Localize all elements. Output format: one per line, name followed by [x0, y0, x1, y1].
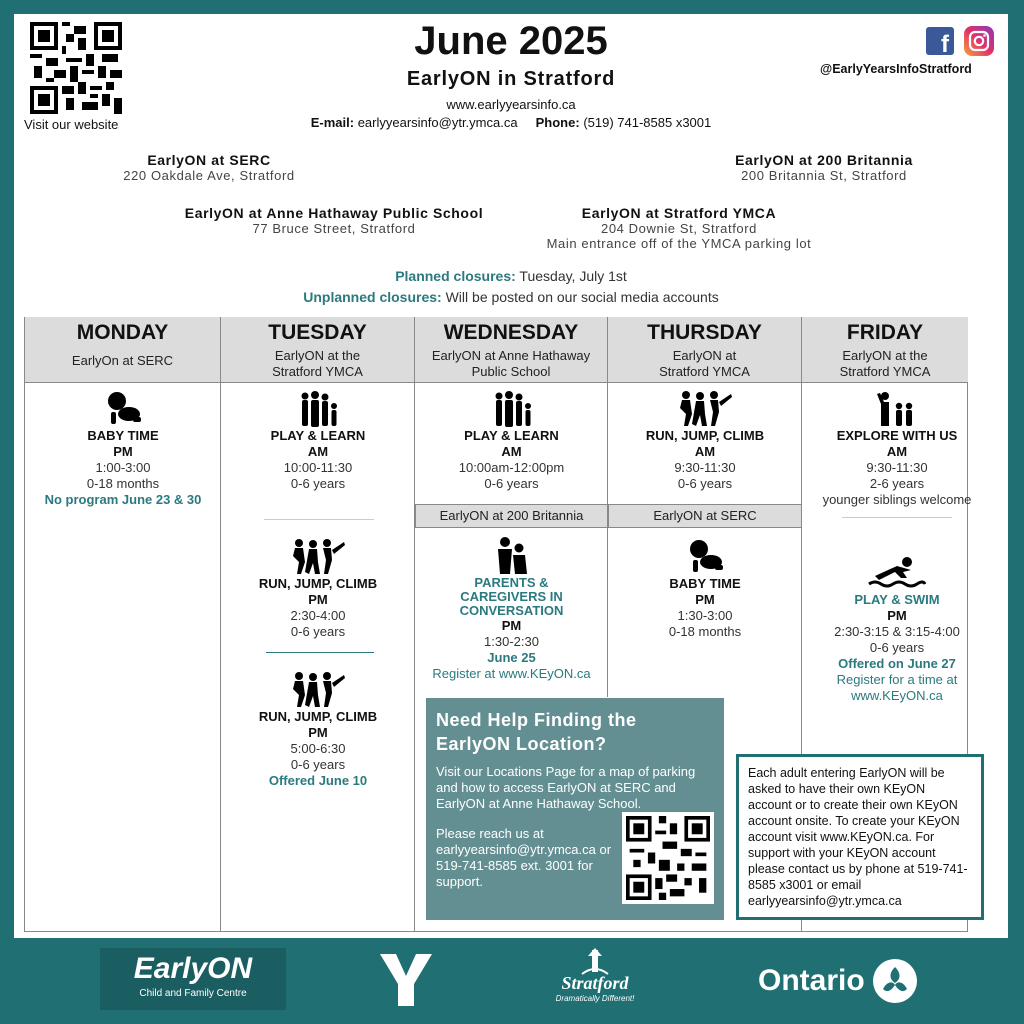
unplanned-closures: [164, 289, 858, 305]
program-time: 1:30-3:00: [677, 608, 733, 623]
social-handle[interactable]: @EarlyYearsInfoStratford: [820, 62, 972, 76]
program-age: 0-18 months: [668, 624, 742, 639]
earlyon-logo: [100, 948, 286, 1010]
planned-label: Planned closures:: [395, 268, 516, 284]
program-note: No program June 23 & 30: [44, 492, 202, 507]
ontario-logo: [758, 958, 917, 1004]
location-name: EarlyON at Anne Hathaway Public School: [184, 205, 484, 221]
stratford-logo: [540, 946, 650, 1012]
program-period: PM: [695, 592, 715, 607]
day-header-wednesday: [415, 317, 608, 383]
unplanned-text: Will be posted on our social media accounts: [445, 289, 719, 305]
program-friday-play-swim: [802, 554, 992, 704]
program-age: 0-6 years: [290, 757, 346, 772]
program-time: 10:00-11:30: [283, 460, 353, 475]
family-icon: [221, 390, 415, 428]
location-address-note: Main entrance off of the YMCA parking lot: [546, 236, 812, 251]
email-label: E-mail:: [310, 115, 355, 130]
program-time: 10:00am-12:00pm: [458, 460, 565, 475]
baby-crawling-icon: [25, 390, 221, 428]
contact-line: [264, 115, 758, 130]
program-tuesday-run-jump-climb: [221, 538, 415, 640]
location-address: 220 Oakdale Ave, Stratford: [123, 168, 295, 183]
day-header-thursday: [608, 317, 802, 383]
schedule-page: [14, 14, 1008, 938]
planned-closures: [224, 268, 798, 284]
page-title: June 2025: [414, 19, 608, 63]
stratford-logo-text: Stratford: [561, 973, 629, 993]
program-time: 2:30-4:00: [290, 608, 346, 623]
program-monday-baby-time: [25, 390, 221, 508]
day-name: FRIDAY: [846, 321, 924, 344]
divider: [266, 652, 374, 653]
planned-text: Tuesday, July 1st: [519, 268, 627, 284]
unplanned-label: Unplanned closures:: [303, 289, 442, 305]
baby-crawling-icon: [608, 538, 802, 576]
earlyon-tagline: Child and Family Centre: [139, 988, 247, 999]
day-header-tuesday: [221, 317, 415, 383]
keyon-account-note: Each adult entering EarlyON will be asked to have their own KEyON account or to create their own KEyON account onsite. To create your KEyON account visit www.KEyON.ca. For support with your KEyON account please contact us by phone at 519-741-8585 x3001 or email earlyyearsinfo@ytr.ymca.ca: [736, 754, 984, 920]
day-header-friday: [802, 317, 968, 383]
divider: [842, 517, 952, 518]
phone-label: Phone:: [535, 115, 580, 130]
qr-caption: Visit our website: [24, 117, 119, 132]
help-contact: Please reach us at earlyyearsinfo@ytr.ymca.ca or 519-741-8585 ext. 3001 for support.: [436, 826, 612, 889]
help-heading: Need Help Finding the EarlyON Location?: [436, 710, 637, 754]
program-age: 2-6 years: [869, 476, 925, 491]
stratford-tagline: Dramatically Different!: [555, 994, 635, 1003]
program-title: BABY TIME: [87, 428, 159, 443]
location-anne-hathaway: [154, 205, 514, 236]
website-link[interactable]: www.earlyyearsinfo.ca: [446, 97, 576, 112]
program-age: 0-18 months: [86, 476, 160, 491]
program-friday-explore: [802, 390, 992, 508]
stratford-tower-icon: [580, 946, 610, 976]
day-location: EarlyON at the Stratford YMCA: [272, 348, 363, 379]
program-age: 0-6 years: [677, 476, 733, 491]
program-tuesday-play-learn: [221, 390, 415, 492]
program-period: PM: [308, 592, 328, 607]
program-period: AM: [694, 444, 716, 459]
location-britannia: [694, 152, 954, 183]
family-waving-icon: [802, 390, 992, 428]
jumping-kids-icon: [608, 390, 802, 428]
program-age: 0-6 years: [484, 476, 539, 491]
family-icon: [415, 390, 608, 428]
day-name: THURSDAY: [647, 321, 762, 344]
program-extra: younger siblings welcome: [822, 492, 972, 507]
phone-number: (519) 741-8585 x3001: [583, 115, 712, 130]
program-age: 0-6 years: [290, 476, 346, 491]
location-name: EarlyON at 200 Britannia: [735, 152, 913, 168]
program-thursday-baby-time: [608, 538, 802, 640]
program-thursday-run-jump-climb: [608, 390, 802, 492]
location-serc: [94, 152, 324, 183]
program-tuesday-run-jump-climb-evening: [221, 671, 415, 789]
program-note: June 25: [487, 650, 536, 665]
location-address: 77 Bruce Street, Stratford: [252, 221, 416, 236]
location-ymca: [514, 205, 844, 251]
program-title: RUN, JUMP, CLIMB: [645, 428, 765, 443]
day-header-monday: [25, 317, 221, 383]
help-location-box: [426, 698, 724, 920]
locations-qr-code[interactable]: [622, 812, 714, 904]
day-location: EarlyON at Anne Hathaway Public School: [431, 348, 591, 379]
program-note: Offered June 10: [268, 773, 368, 788]
program-period: PM: [113, 444, 133, 459]
ymca-logo: [376, 950, 436, 1010]
program-time: 1:30-2:30: [484, 634, 539, 649]
program-age: 0-6 years: [869, 640, 925, 655]
program-period: AM: [886, 444, 908, 459]
email-link[interactable]: earlyyearsinfo@ytr.ymca.ca: [357, 115, 518, 130]
qr-code-icon: [626, 816, 710, 900]
program-period: AM: [501, 444, 522, 459]
parent-and-child-icon: [415, 536, 608, 576]
help-paragraph: Visit our Locations Page for a map of parking and how to access EarlyON at SERC and EarlyON at Anne Hathaway School.: [436, 764, 696, 811]
program-title: RUN, JUMP, CLIMB: [258, 709, 378, 724]
trillium-icon: [873, 959, 917, 1003]
page-subtitle: EarlyON in Stratford: [406, 68, 616, 90]
program-time: 9:30-11:30: [674, 460, 736, 475]
day-location: EarlyOn at SERC: [71, 353, 174, 368]
instagram-icon[interactable]: [964, 26, 994, 56]
program-age: 0-6 years: [290, 624, 346, 639]
location-address: 200 Britannia St, Stratford: [741, 168, 907, 183]
wednesday-sub-location: EarlyON at 200 Britannia: [415, 504, 608, 528]
jumping-kids-icon: [221, 671, 415, 709]
program-period: PM: [501, 618, 522, 633]
divider: [264, 519, 374, 520]
program-title: PLAY & LEARN: [464, 428, 559, 443]
program-time: 1:00-3:00: [95, 460, 151, 475]
day-name: MONDAY: [76, 321, 169, 344]
earlyon-logo-text: EarlyON: [133, 952, 253, 985]
thursday-sub-location: EarlyON at SERC: [608, 504, 802, 528]
facebook-icon[interactable]: [926, 27, 954, 55]
program-title: PLAY & SWIM: [854, 592, 940, 607]
program-note: Offered on June 27: [838, 656, 956, 671]
day-location: EarlyON at Stratford YMCA: [659, 348, 750, 379]
program-wednesday-parents-caregivers: [415, 536, 608, 682]
register-link[interactable]: Register at www.KEyON.ca: [432, 666, 591, 681]
program-title: RUN, JUMP, CLIMB: [258, 576, 378, 591]
swimmer-icon: [802, 554, 992, 592]
program-period: AM: [307, 444, 329, 459]
day-name: WEDNESDAY: [443, 321, 579, 344]
program-time: 9:30-11:30: [866, 460, 928, 475]
program-period: PM: [887, 608, 907, 623]
program-time: 5:00-6:30: [290, 741, 346, 756]
register-link[interactable]: Register for a time at www.KEyON.ca: [836, 672, 958, 703]
website-qr-code[interactable]: [30, 22, 122, 114]
program-period: PM: [308, 725, 328, 740]
location-name: EarlyON at Stratford YMCA: [581, 205, 777, 221]
qr-code-icon: [30, 22, 122, 114]
day-location: EarlyON at the Stratford YMCA: [839, 348, 931, 379]
program-time: 2:30-3:15 & 3:15-4:00: [834, 624, 960, 639]
location-address: 204 Downie St, Stratford: [600, 221, 758, 236]
program-title: BABY TIME: [669, 576, 741, 591]
day-name: TUESDAY: [268, 321, 367, 344]
program-wednesday-play-learn: [415, 390, 608, 492]
program-title: PARENTS & CAREGIVERS IN CONVERSATION: [459, 575, 564, 618]
svg-text:f: f: [941, 31, 949, 55]
jumping-kids-icon: [221, 538, 415, 576]
program-title: PLAY & LEARN: [270, 428, 366, 443]
ontario-logo-text: Ontario: [758, 964, 865, 997]
location-name: EarlyON at SERC: [147, 152, 271, 168]
program-title: EXPLORE WITH US: [836, 428, 958, 443]
